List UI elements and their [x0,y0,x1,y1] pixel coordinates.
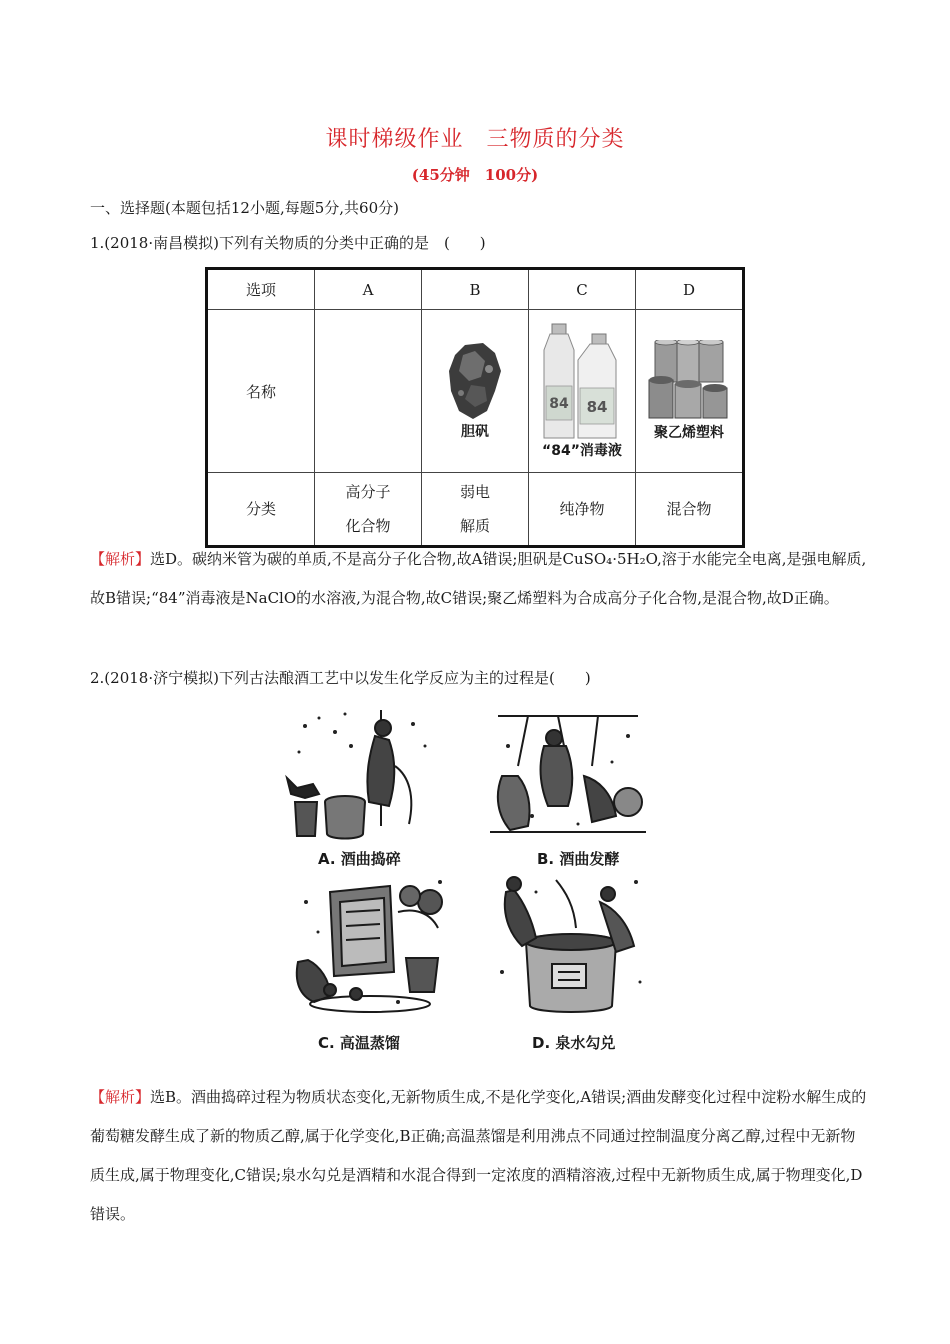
caption-d: D. 泉水勾兑 [532,1034,616,1052]
scene-b-fermenting-illustration [488,706,648,844]
blue-vitriol-image [445,341,505,421]
table-header-cell: B [422,269,529,310]
page-subtitle: (45分钟 100分) [411,166,539,184]
name-label-b: 胆矾 [461,424,489,440]
row-label-name: 名称 [207,310,315,473]
row-label-class: 分类 [207,473,315,547]
caption-c: C. 高温蒸馏 [318,1034,400,1052]
name-cell-a [315,310,422,473]
section-heading: 一、选择题(本题包括12小题,每题5分,共60分) [90,199,399,217]
class-cell-d: 混合物 [636,473,744,547]
svg-text:84: 84 [586,398,608,416]
polyethylene-rolls-image [647,340,731,422]
class-cell-b: 弱电 解质 [422,473,529,547]
name-cell-d [636,310,744,473]
question-1-stem: 1.(2018·南昌模拟)下列有关物质的分类中正确的是 ( ) [90,234,486,252]
table-header-cell: D [636,269,744,310]
disinfectant-bottles-image [542,322,622,440]
analysis-tag: 【解析】 [90,550,151,568]
name-label-d: 聚乙烯塑料 [654,425,724,441]
svg-text:84: 84 [549,396,569,412]
page-title: 课时梯级作业 三物质的分类 [325,127,625,152]
question-2-stem: 2.(2018·济宁模拟)下列古法酿酒工艺中以发生化学反应为主的过程是( ) [90,669,591,687]
table-row-class [207,473,744,547]
table-header-cell: 选项 [207,269,315,310]
question-2-analysis [90,1078,870,1234]
question-1-analysis [90,540,870,618]
analysis-text: 选D。碳纳米管为碳的单质,不是高分子化合物,故A错误;胆矾是CuSO₄·5H₂O,溶于水能完全电离,是强电解质,故B错误;“84”消毒液是NaClO的水溶液,为混合物,故C错误;聚乙烯塑料为合成高分子化合物,是混合物,故D正确。 [90,550,867,607]
scene-c-distilling-illustration [290,872,450,1018]
table-header-row [207,269,744,310]
scene-a-crushing-illustration [285,706,435,844]
caption-b: B. 酒曲发酵 [537,850,620,868]
table-row-name [207,310,744,473]
table-header-cell: A [315,269,422,310]
class-cell-c: 纯净物 [529,473,636,547]
table-header-cell: C [529,269,636,310]
name-label-c: “84”消毒液 [542,443,622,459]
class-cell-a: 高分子 化合物 [315,473,422,547]
options-table [205,267,745,548]
analysis-text: 选B。酒曲捣碎过程为物质状态变化,无新物质生成,不是化学变化,A错误;酒曲发酵变化过程中淀粉水解生成的葡萄糖发酵生成了新的物质乙醇,属于化学变化,B正确;高温蒸馏是利用沸点不同通过控制温度分离乙醇,过程中无新物质生成,属于物理变化,C错误;泉水勾兑是酒精和水混合得到一定浓度的酒精溶液,过程中无新物质生成,属于物理变化,D错误。 [90,1088,867,1223]
name-cell-b [422,310,529,473]
caption-a: A. 酒曲捣碎 [318,850,401,868]
analysis-tag: 【解析】 [90,1088,151,1106]
name-cell-c [529,310,636,473]
scene-d-blending-illustration [496,872,646,1018]
